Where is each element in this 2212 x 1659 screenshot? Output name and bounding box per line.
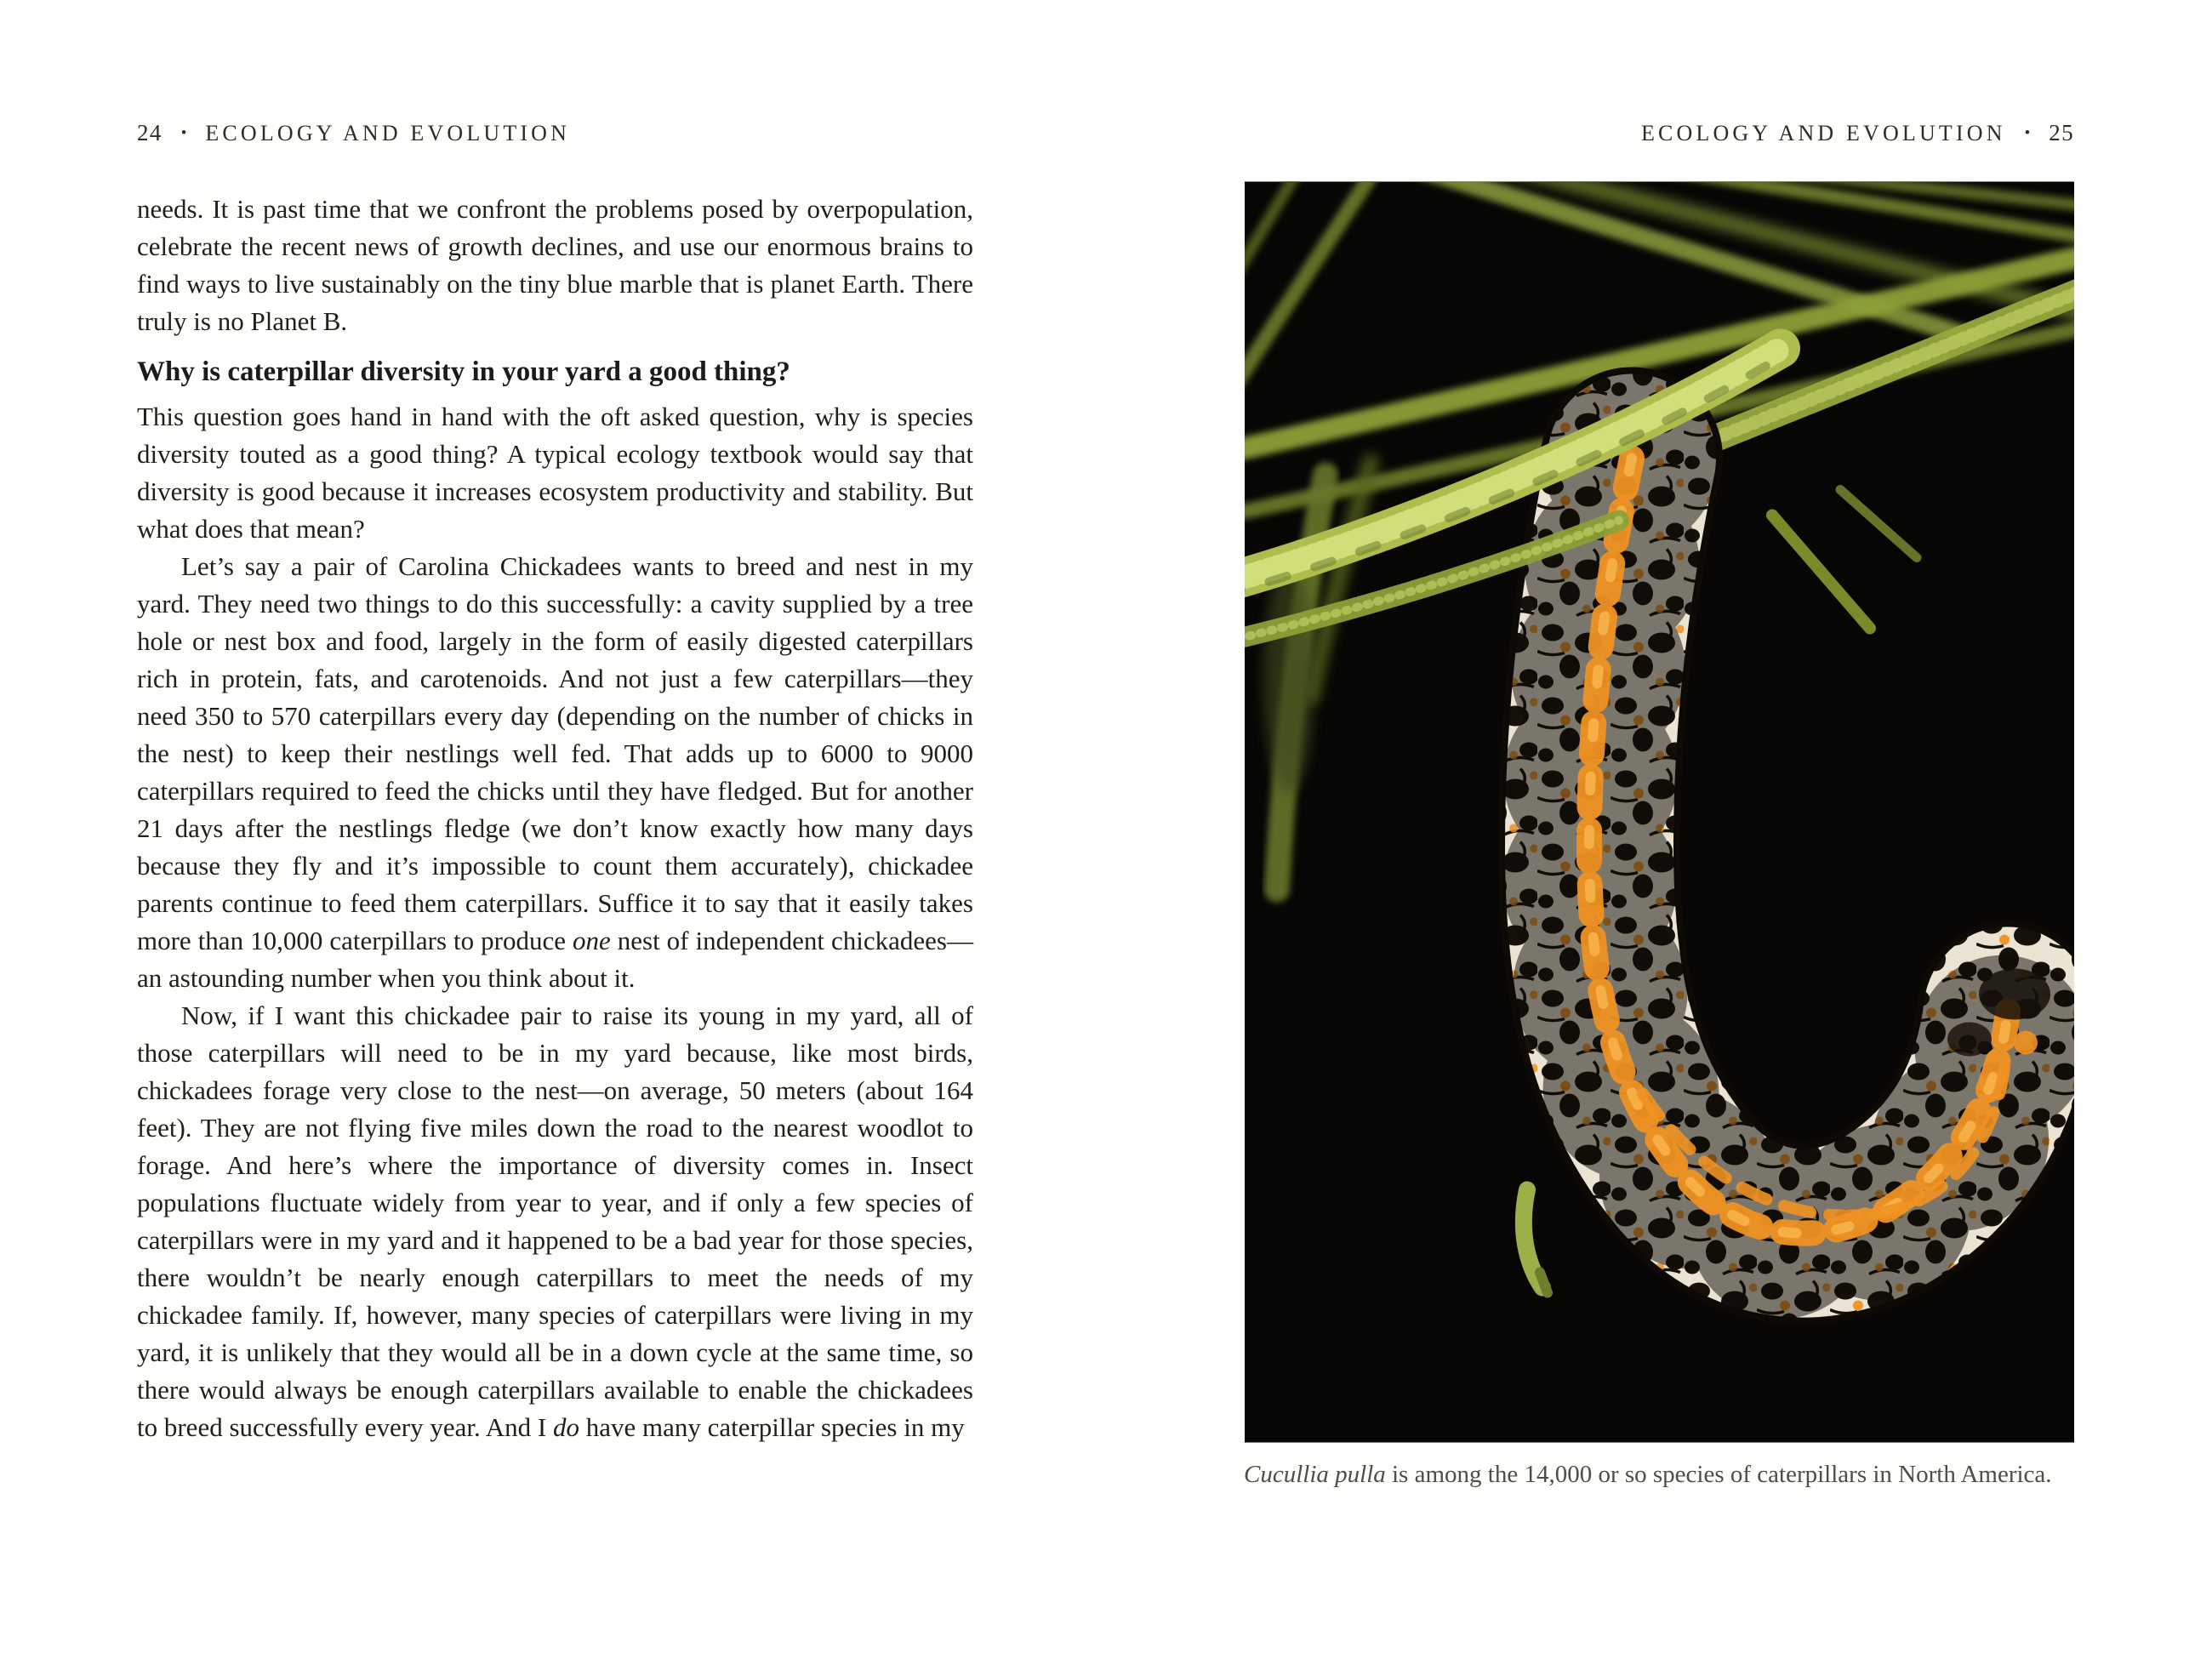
page-number-left: 24 [137,120,162,145]
paragraph-diversity-question: This question goes hand in hand with the oft asked question, why is species diversity touted as a good thing? A typical ecology textbook would say that diversity is good because it increases ecosystem productivity and stability. But what does that mean? [137,402,973,544]
running-title-right: ECOLOGY AND EVOLUTION [1640,121,2006,145]
page-number-right: 25 [2049,120,2074,145]
running-head-left [137,120,570,146]
body-text-column [137,191,973,1446]
caterpillar-photo-svg [1245,181,2074,1443]
bullet-separator: • [2024,124,2031,142]
paragraph-diversity-importance: Now, if I want this chickadee pair to raise its young in my yard, all of those caterpillars will need to be in my yard because, like most birds, chickadees forage very close to the nest—on average, 50 meters (about 164 feet). They are not flying five miles down the road to the nearest woodlot to forage. And here’s where the importance of diversity comes in. Insect populations fluctuate widely from year to year, and if only a few species of caterpillars were in my yard and it happened to be a bad year for those species, there wouldn’t be nearly enough caterpillars to meet the needs of my chickadee family. If, however, many species of caterpillars were living in my yard, it is unlikely that they would all be in a down cycle at the same time, so there would always be enough caterpillars available to enable the chickadees to breed successfully every year. And I do have many caterpillar species in my [137,1001,973,1442]
running-title-left: ECOLOGY AND EVOLUTION [205,121,571,145]
running-head-right [1245,120,2074,146]
caterpillar-photo [1245,181,2074,1443]
bullet-separator: • [180,124,187,142]
paragraph-chickadee-needs: Let’s say a pair of Carolina Chickadees wants to breed and nest in my yard. They need two things to do this successfully: a cavity supplied by a tree hole or nest box and food, largely in the form of easily digested caterpillars rich in protein, fats, and carotenoids. And not just a few caterpillars—they need 350 to 570 caterpillars every day (depending on the number of chicks in the nest) to keep their nestlings well fed. That adds up to 6000 to 9000 caterpillars required to feed the chicks until they have fledged. But for another 21 days after the nestlings fledge (we don’t know exactly how many days because they fly and it’s impossible to count them accurately), chickadee parents continue to feed them caterpillars. Suffice it to say that it easily takes more than 10,000 caterpillars to produce one nest of independent chickadees—an astounding number when you think about it. [137,551,973,993]
photo-caption: Cucullia pulla is among the 14,000 or so species of caterpillars in North America. [1244,1461,2052,1488]
section-heading: Why is caterpillar diversity in your yard a good thing? [137,356,790,387]
paragraph-overpopulation: needs. It is past time that we confront the problems posed by overpopulation, celebrate the recent news of growth declines, and use our enormous brains to find ways to live sustainably on the tiny blue marble that is planet Earth. There truly is no Planet B. [137,194,973,336]
